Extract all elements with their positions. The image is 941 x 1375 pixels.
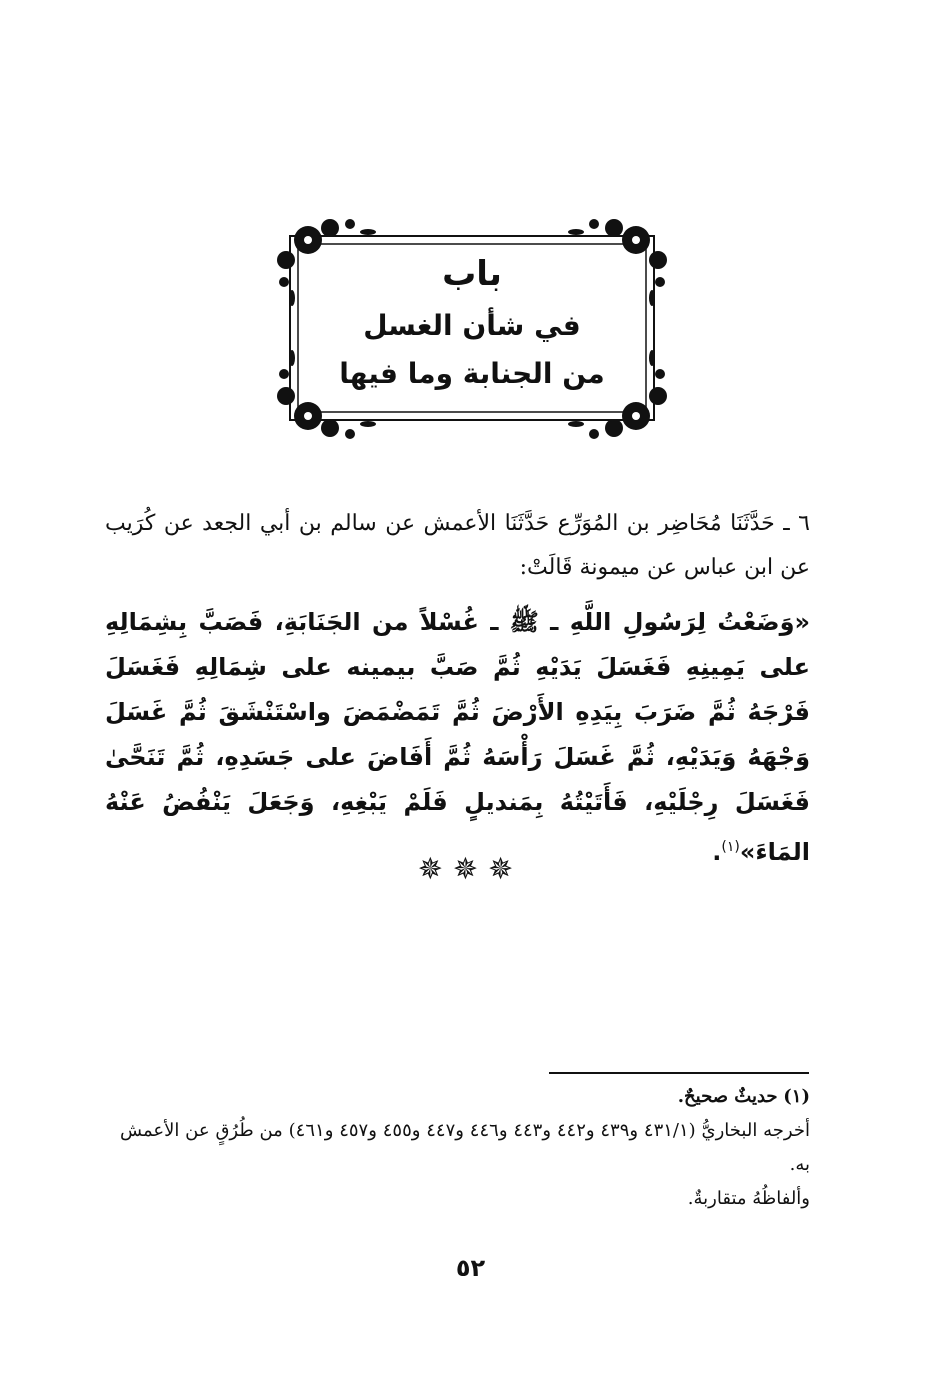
hadith-end-punct: .: [712, 838, 722, 866]
hadith-matn: [105, 600, 810, 875]
footnotes: [120, 1080, 810, 1216]
footnote-1-head: [120, 1080, 810, 1114]
hadith-matn-text: «وَضَعْتُ لِرَسُولِ اللَّهِ ـ ﷺ ـ غُسْلاً من الجَنَابَةِ، فَصَبَّ بِشِمَالِهِ على يَمِينِهِ فَغَسَلَ يَدَيْهِ ثُمَّ صَبَّ بيمينه على شِمَالِهِ فَغَسَلَ فَرْجَهُ ثُمَّ ضَرَبَ بِيَدِهِ الأَرْضَ ثُمَّ تَمَضْمَضَ واسْتَنْشَقَ ثُمَّ غَسَلَ وَجْهَهُ وَيَدَيْهِ، ثُمَّ غَسَلَ رَأْسَهُ ثُمَّ أَفَاضَ على جَسَدِهِ، ثُمَّ تَنَحَّىٰ فَغَسَلَ رِجْلَيْهِ، فَأَتَيْتُهُ بِمَنديلٍ فَلَمْ يَبْغِهِ، وَجَعَلَ يَنْفُضُ عَنْهُ المَاءَ»: [105, 608, 810, 866]
chapter-title-line2: في شأن الغسل: [363, 309, 581, 342]
footnote-divider: [549, 1072, 809, 1074]
chapter-title-frame: [276, 212, 668, 444]
footnote-marker[interactable]: (١): [721, 839, 740, 855]
hadith-isnad-text: ٦ ـ حَدَّثَنَا مُحَاضِر بن المُوَرِّع حَدَّثَنَا الأعمش عن سالم بن أبي الجعد عن كُرَيب عن ابن عباس عن ميمونة قَالَتْ:: [105, 511, 810, 580]
chapter-title: [316, 246, 628, 398]
footnote-grade: حديثٌ صحيحٌ.: [677, 1086, 778, 1107]
footnote-number: (١): [783, 1086, 810, 1107]
chapter-title-line1: باب: [442, 254, 502, 294]
page-number: ٥٢: [455, 1254, 486, 1282]
chapter-title-line3: من الجنابة وما فيها: [339, 357, 605, 390]
section-separator: ✵✵✵: [417, 852, 524, 887]
hadith-isnad: [105, 502, 810, 590]
footnote-1-line1: أخرجه البخاريُّ (٤٣١/١ و٤٣٩ و٤٤٢ و٤٤٣ و٤٤٦ و٤٤٧ و٤٥٥ و٤٥٧ و٤٦١) من طُرُقٍ عن الأعمش به.: [120, 1120, 810, 1175]
footnote-1-line2: وألفاظُهُ متقاربةٌ.: [687, 1188, 810, 1209]
